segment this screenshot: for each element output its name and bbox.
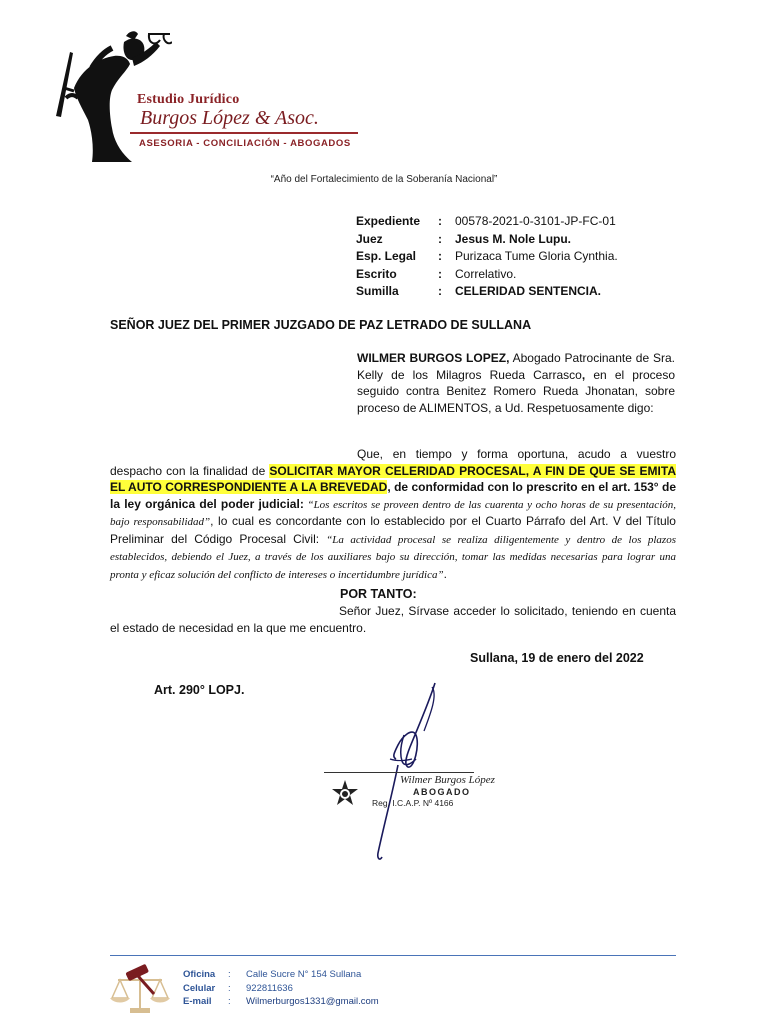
stamp-role: ABOGADO [413,787,471,797]
intro-text: Abogado Patrocinante de Sra. Kelly de los Milagros Rueda Carrasco [357,351,675,382]
footer-row [183,996,379,1010]
case-info-label: Expediente [356,214,421,228]
request-text: Señor Juez, Sírvase acceder lo solicitado, teniendo en cuenta el estado de necesidad en la que me encuentro. [110,604,676,635]
body-text-2: , de conformidad con lo prescrito en el art. 153° de la ley orgánica del poder judicial: [110,480,676,511]
lopj-reference: Art. 290° LOPJ. [154,683,245,697]
gavel-and-scales-icon [108,960,172,1016]
case-info-label: Sumilla [356,284,399,298]
case-info-row [356,249,618,267]
intro-text-2: en el proceso seguido contra Benitez Romero Rueda Jhonatan, sobre proceso de ALIMENTOS, a Ud. Respetuosamente digo: [357,367,675,415]
intro-paragraph [357,350,675,416]
case-info-row [356,232,618,250]
case-info-sep: : [438,231,442,246]
body-text-1: Que, en tiempo y forma oportuna, acudo a vuestro despacho con la finalidad de [110,447,676,478]
footer-divider [110,955,676,956]
footer-label: E-mail [183,996,212,1007]
case-info-label: Juez [356,231,383,246]
case-info-value: Purizaca Tume Gloria Cynthia. [455,249,618,263]
footer-label: Oficina [183,969,216,980]
footer-contact [183,969,379,1010]
intro-comma: , [581,367,586,382]
petitioner-name: WILMER BURGOS LOPEZ, [357,351,510,365]
firm-divider [130,132,358,134]
body-paragraph [110,446,676,583]
case-info-sep: : [438,284,442,298]
case-info-row [356,214,618,232]
firm-services: ASESORIA - CONCILIACIÓN - ABOGADOS [139,138,351,149]
footer-sep: : [228,982,231,994]
request-paragraph [110,603,676,636]
quote-2: “La actividad procesal se realiza diligentemente y dentro de los plazos establecidos, debiendo el Juez, a través de los auxiliares bajo su dirección, tomar las medidas necesarias para lograr una pronta y eficaz solución del conflicto de intereses o incertidumbre jurídica” [110,533,676,581]
footer-email-link[interactable]: Wilmerburgos1331@gmail.com [246,996,379,1007]
body-text-4: . [443,566,447,581]
quote-1: “Los escritos se proveen dentro de las cuarenta y ocho horas de su presentación, bajo responsabilidad” [110,498,676,528]
footer-office: Calle Sucre N° 154 Sullana [246,969,362,980]
footer-sep: : [228,996,231,1007]
footer-label: Celular [183,982,216,994]
firm-title-line: Estudio Jurídico [137,92,240,107]
highlighted-request: SOLICITAR MAYOR CELERIDAD PROCESAL, A FIN DE QUE SE EMITA EL AUTO CORRESPONDIENTE A LA BREVEDAD [110,463,676,494]
stamp-name: Wilmer Burgos López [400,774,495,786]
body-text-3: , lo cual es concordante con lo establecido por el Cuarto Párrafo del Art. V del Título Preliminar del Código Procesal Civil: [110,514,676,546]
case-info-value: CELERIDAD SENTENCIA. [455,284,602,298]
case-info-sep: : [438,266,442,281]
addressee-heading: SEÑOR JUEZ DEL PRIMER JUZGADO DE PAZ LETRADO DE SULLANA [110,318,532,332]
case-info-label: Escrito [356,266,397,281]
stamp-divider [324,772,474,773]
case-info-value: Jesus M. Nole Lupu. [455,231,572,246]
case-info [356,214,618,302]
por-tanto-heading: POR TANTO: [340,587,417,601]
footer-row [183,983,379,997]
footer-phone: 922811636 [246,982,293,994]
footer-sep: : [228,969,231,980]
date-line: Sullana, 19 de enero del 2022 [470,651,644,665]
case-info-sep: : [438,214,442,228]
case-info-value: 00578-2021-0-3101-JP-FC-01 [455,214,616,228]
case-info-row [356,284,618,302]
case-info-row [356,267,618,285]
case-info-label: Esp. Legal [356,249,417,263]
firm-name: Burgos López & Asoc. [140,107,319,129]
footer-row [183,969,379,983]
bar-association-seal-icon [330,779,360,809]
stamp-registration: Reg. I.C.A.P. Nº 4166 [372,798,454,808]
case-info-sep: : [438,249,442,263]
case-info-value: Correlativo. [455,266,517,281]
year-motto: “Año del Fortalecimiento de la Soberanía Nacional” [270,174,498,185]
